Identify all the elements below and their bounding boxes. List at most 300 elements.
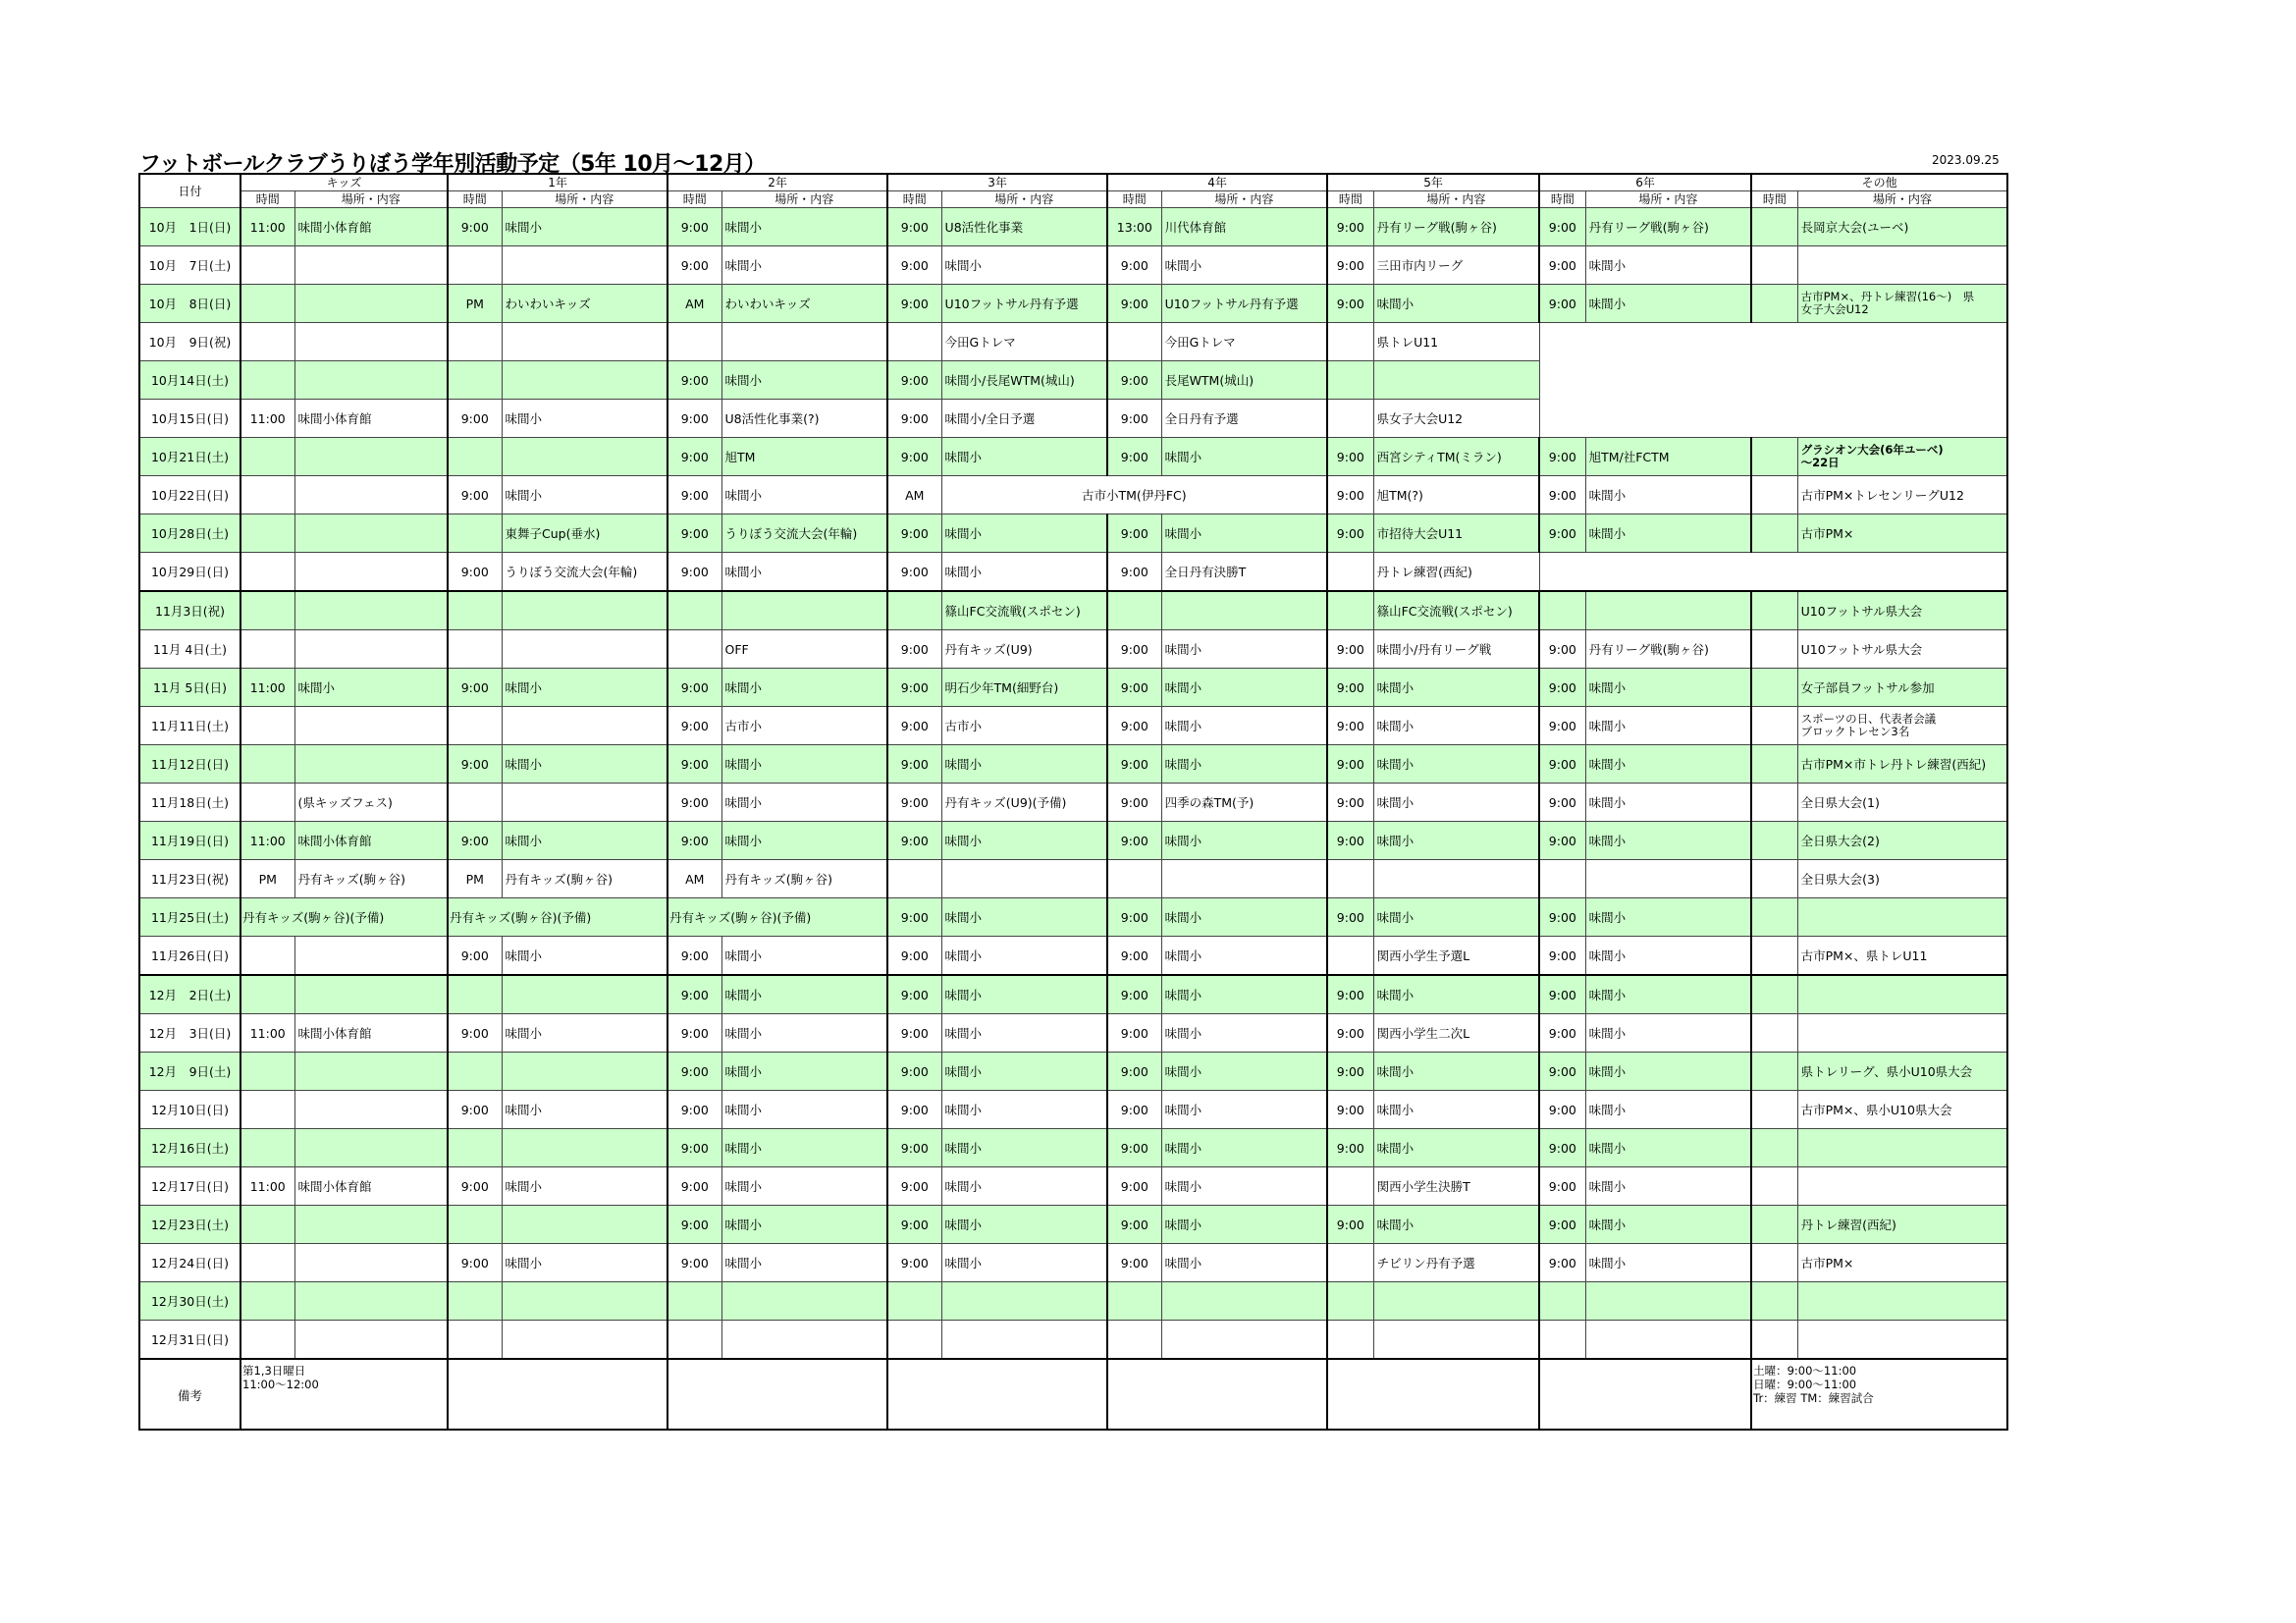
cell-place: 県トレリーグ、県小U10県大会: [1797, 1053, 2007, 1091]
table-row: [139, 246, 2007, 285]
cell-time: 9:00: [1327, 898, 1373, 937]
cell-time: [448, 361, 502, 400]
cell-place: 味間小: [941, 1129, 1107, 1167]
row-date: 11月11日(土): [139, 707, 240, 745]
cell-place: [1161, 1282, 1327, 1321]
cell-time: 9:00: [667, 784, 721, 822]
cell-place: 味間小: [1161, 975, 1327, 1014]
cell-time: 9:00: [1539, 707, 1585, 745]
cell-place: 味間小: [721, 1014, 887, 1053]
cell-time: 9:00: [1327, 1129, 1373, 1167]
cell-time: [1751, 822, 1797, 860]
cell-place: U10フットサル県大会: [1797, 591, 2007, 630]
cell-place: 古市PM×: [1797, 1244, 2007, 1282]
cell-place: [502, 1321, 667, 1360]
cell-time: [667, 1282, 721, 1321]
cell-time: 9:00: [1107, 246, 1161, 285]
cell-time: 9:00: [1539, 822, 1585, 860]
cell-time: 11:00: [240, 400, 294, 438]
cell-time: 9:00: [667, 1129, 721, 1167]
cell-place: 味間小: [1585, 1014, 1751, 1053]
cell-place: 三田市内リーグ: [1373, 246, 1539, 285]
cell-place: 丹有リーグ戦(駒ヶ谷): [1373, 208, 1539, 246]
cell-time: 9:00: [667, 476, 721, 514]
cell-time: [240, 323, 294, 361]
cell-place: [294, 1244, 448, 1282]
header-time-label: 時間: [240, 191, 294, 208]
cell-time: 9:00: [1327, 246, 1373, 285]
cell-place: 丹トレ練習(西紀): [1373, 553, 1539, 592]
cell-time: [667, 323, 721, 361]
row-date: 10月14日(土): [139, 361, 240, 400]
cell-place: [941, 860, 1107, 898]
table-row: [139, 514, 2007, 553]
table-row: [139, 361, 2007, 400]
cell-time: 9:00: [667, 1053, 721, 1091]
cell-time: 9:00: [1107, 937, 1161, 976]
cell-time: 9:00: [1539, 246, 1585, 285]
cell-place: [1161, 1321, 1327, 1360]
cell-place: 全日県大会(3): [1797, 860, 2007, 898]
cell-time: 9:00: [887, 669, 941, 707]
notes-kids: 第1,3日曜日 11:00～12:00: [240, 1359, 448, 1430]
cell-place: 篠山FC交流戦(スポセン): [941, 591, 1107, 630]
cell-time: [887, 1321, 941, 1360]
cell-time: [667, 630, 721, 669]
cell-time: [448, 1282, 502, 1321]
row-date: 12月30日(土): [139, 1282, 240, 1321]
cell-time: 9:00: [1327, 1091, 1373, 1129]
cell-place: 味間小: [502, 669, 667, 707]
cell-place: 味間小: [721, 1167, 887, 1206]
table-row: [139, 208, 2007, 246]
cell-place: 味間小: [1161, 1167, 1327, 1206]
cell-time: [240, 784, 294, 822]
cell-time: 9:00: [887, 1244, 941, 1282]
cell-time: [1539, 1321, 1585, 1360]
cell-place: [294, 1091, 448, 1129]
cell-time: [448, 707, 502, 745]
cell-place: [721, 1321, 887, 1360]
cell-time: [1751, 1129, 1797, 1167]
cell-place: 県トレU11: [1373, 323, 1539, 361]
table-row: [139, 553, 2007, 592]
cell-merged-event: 丹有キッズ(駒ヶ谷)(予備): [240, 898, 448, 937]
cell-time: [1751, 208, 1797, 246]
cell-time: [448, 1053, 502, 1091]
cell-time: [240, 1321, 294, 1360]
cell-place: [941, 1321, 1107, 1360]
cell-time: 9:00: [1539, 1244, 1585, 1282]
cell-time: 9:00: [887, 630, 941, 669]
cell-place: [502, 975, 667, 1014]
cell-place: 全日丹有決勝T: [1161, 553, 1327, 592]
cell-time: 9:00: [667, 1244, 721, 1282]
cell-place: [1797, 898, 2007, 937]
cell-place: 味間小: [1585, 285, 1751, 323]
notes-empty: [1107, 1359, 1327, 1430]
document-date: 2023.09.25: [1932, 153, 2000, 167]
cell-time: AM: [667, 285, 721, 323]
cell-time: 9:00: [448, 400, 502, 438]
cell-place: 味間小: [1373, 822, 1539, 860]
cell-place: 味間小体育館: [294, 1014, 448, 1053]
cell-time: [1107, 860, 1161, 898]
notes-empty: [1327, 1359, 1539, 1430]
cell-place: 味間小: [1585, 745, 1751, 784]
cell-time: 9:00: [887, 1014, 941, 1053]
cell-place: [294, 1053, 448, 1091]
cell-time: [448, 630, 502, 669]
cell-place: [721, 323, 887, 361]
cell-place: 旭TM(?): [1373, 476, 1539, 514]
cell-time: 9:00: [887, 898, 941, 937]
cell-time: 9:00: [667, 937, 721, 976]
cell-place: [502, 784, 667, 822]
cell-place: 味間小: [1585, 1129, 1751, 1167]
cell-time: 9:00: [1539, 745, 1585, 784]
header-place-label: 場所・内容: [1797, 191, 2007, 208]
cell-place: 味間小: [1585, 707, 1751, 745]
cell-time: [448, 1321, 502, 1360]
cell-place: 丹有リーグ戦(駒ヶ谷): [1585, 630, 1751, 669]
cell-place: 味間小: [1585, 975, 1751, 1014]
cell-place: 味間小: [1585, 1053, 1751, 1091]
cell-time: [1327, 400, 1373, 438]
cell-time: [240, 361, 294, 400]
cell-time: 9:00: [448, 937, 502, 976]
header-group-5: 5年: [1327, 174, 1539, 191]
cell-time: [240, 975, 294, 1014]
cell-place: 味間小: [721, 1053, 887, 1091]
cell-place: 関西小学生決勝T: [1373, 1167, 1539, 1206]
cell-place: [502, 1282, 667, 1321]
row-date: 10月 1日(日): [139, 208, 240, 246]
cell-place: 味間小体育館: [294, 822, 448, 860]
cell-place: 味間小: [502, 476, 667, 514]
header-date-label: 日付: [139, 174, 240, 208]
notes-empty: [1539, 1359, 1751, 1430]
row-date: 12月 2日(土): [139, 975, 240, 1014]
cell-place: 味間小: [1373, 285, 1539, 323]
cell-time: [1751, 669, 1797, 707]
cell-place: [1161, 860, 1327, 898]
row-date: 11月 5日(日): [139, 669, 240, 707]
cell-merged-event: 丹有キッズ(駒ヶ谷)(予備): [667, 898, 887, 937]
cell-place: 全日県大会(1): [1797, 784, 2007, 822]
cell-time: [1327, 361, 1373, 400]
cell-place: 味間小: [721, 1129, 887, 1167]
cell-time: [240, 246, 294, 285]
cell-time: [1327, 937, 1373, 976]
cell-place: [1161, 591, 1327, 630]
cell-time: 9:00: [887, 208, 941, 246]
cell-place: 女子部員フットサル参加: [1797, 669, 2007, 707]
header-group-1: 1年: [448, 174, 667, 191]
cell-place: [502, 246, 667, 285]
cell-place: (県キッズフェス): [294, 784, 448, 822]
cell-time: 9:00: [887, 745, 941, 784]
cell-place: 今田Gトレマ: [941, 323, 1107, 361]
cell-time: 9:00: [887, 285, 941, 323]
table-row: [139, 745, 2007, 784]
cell-time: 9:00: [887, 553, 941, 592]
table-row: [139, 1167, 2007, 1206]
header-time-label: 時間: [1751, 191, 1797, 208]
cell-time: 9:00: [667, 400, 721, 438]
cell-time: 9:00: [887, 1129, 941, 1167]
row-date: 10月 8日(日): [139, 285, 240, 323]
cell-time: AM: [887, 476, 941, 514]
cell-place: 味間小: [721, 937, 887, 976]
row-date: 11月23日(祝): [139, 860, 240, 898]
cell-place: 丹有キッズ(U9)(予備): [941, 784, 1107, 822]
cell-place: [1373, 1282, 1539, 1321]
notes-empty: [887, 1359, 1107, 1430]
cell-time: 9:00: [1107, 1014, 1161, 1053]
cell-time: [1751, 745, 1797, 784]
row-date: 11月18日(土): [139, 784, 240, 822]
cell-time: 9:00: [1539, 630, 1585, 669]
cell-time: [240, 1091, 294, 1129]
cell-time: PM: [448, 860, 502, 898]
cell-place: [721, 591, 887, 630]
cell-time: [240, 1244, 294, 1282]
table-row: [139, 1282, 2007, 1321]
cell-place: 丹有キッズ(駒ヶ谷): [721, 860, 887, 898]
cell-place: 味間小: [941, 514, 1107, 553]
row-date: 10月22日(日): [139, 476, 240, 514]
cell-time: 9:00: [1539, 1053, 1585, 1091]
cell-time: [1751, 1206, 1797, 1244]
cell-time: 9:00: [448, 1244, 502, 1282]
cell-place: 古市PM×、県トレU11: [1797, 937, 2007, 976]
cell-time: 9:00: [1107, 1244, 1161, 1282]
cell-time: 9:00: [887, 361, 941, 400]
cell-place: 味間小: [1373, 1053, 1539, 1091]
header-place-label: 場所・内容: [502, 191, 667, 208]
row-date: 11月25日(土): [139, 898, 240, 937]
row-date: 12月24日(日): [139, 1244, 240, 1282]
cell-time: [240, 1282, 294, 1321]
cell-place: 味間小: [941, 1014, 1107, 1053]
cell-place: 味間小: [502, 208, 667, 246]
cell-place: [294, 745, 448, 784]
cell-place: 味間小: [1585, 937, 1751, 976]
cell-place: 味間小: [1161, 745, 1327, 784]
table-row: [139, 1091, 2007, 1129]
cell-place: 味間小: [941, 975, 1107, 1014]
header-place-label: 場所・内容: [1373, 191, 1539, 208]
cell-time: AM: [667, 860, 721, 898]
cell-time: 9:00: [1107, 1129, 1161, 1167]
cell-time: 9:00: [1107, 784, 1161, 822]
row-date: 11月3日(祝): [139, 591, 240, 630]
cell-place: 関西小学生予選L: [1373, 937, 1539, 976]
cell-time: [240, 1053, 294, 1091]
table-row: [139, 400, 2007, 438]
cell-place: 味間小: [941, 1167, 1107, 1206]
cell-time: 9:00: [1539, 1206, 1585, 1244]
cell-time: 9:00: [1327, 476, 1373, 514]
cell-place: 味間小: [721, 1091, 887, 1129]
table-row: [139, 707, 2007, 745]
cell-time: 9:00: [887, 937, 941, 976]
cell-time: [1327, 591, 1373, 630]
cell-place: 味間小: [502, 1244, 667, 1282]
cell-place: [502, 630, 667, 669]
cell-time: 9:00: [1107, 1091, 1161, 1129]
cell-place: 味間小/長尾WTM(城山): [941, 361, 1107, 400]
cell-time: 9:00: [1327, 745, 1373, 784]
cell-place: [294, 514, 448, 553]
cell-place: [1373, 361, 1539, 400]
cell-place: [1373, 1321, 1539, 1360]
cell-place: わいわいキッズ: [721, 285, 887, 323]
row-date: 11月19日(日): [139, 822, 240, 860]
cell-place: 味間小: [1373, 898, 1539, 937]
cell-place: 味間小: [721, 246, 887, 285]
cell-time: [1327, 1282, 1373, 1321]
header-place-label: 場所・内容: [1585, 191, 1751, 208]
cell-place: [502, 1206, 667, 1244]
cell-time: [1751, 591, 1797, 630]
cell-place: 味間小: [1161, 707, 1327, 745]
header-group-0: キッズ: [240, 174, 448, 191]
header-time-label: 時間: [887, 191, 941, 208]
cell-time: 9:00: [1327, 1014, 1373, 1053]
cell-place: 味間小: [941, 438, 1107, 476]
cell-place: 全日丹有予選: [1161, 400, 1327, 438]
cell-time: 9:00: [448, 669, 502, 707]
table-row: [139, 898, 2007, 937]
cell-place: 篠山FC交流戦(スポセン): [1373, 591, 1539, 630]
cell-time: 9:00: [887, 246, 941, 285]
cell-time: [1751, 975, 1797, 1014]
cell-place: 味間小: [1585, 246, 1751, 285]
cell-time: 9:00: [448, 1167, 502, 1206]
cell-time: [448, 323, 502, 361]
cell-place: 県女子大会U12: [1373, 400, 1539, 438]
cell-time: 9:00: [1107, 707, 1161, 745]
cell-place: 味間小: [721, 745, 887, 784]
notes-empty: [448, 1359, 667, 1430]
cell-place: [502, 1129, 667, 1167]
cell-time: 9:00: [667, 975, 721, 1014]
cell-time: 9:00: [887, 1053, 941, 1091]
cell-place: 味間小: [502, 1014, 667, 1053]
cell-time: [240, 1129, 294, 1167]
cell-place: [1797, 1282, 2007, 1321]
cell-place: 旭TM: [721, 438, 887, 476]
table-row: [139, 591, 2007, 630]
header-time-label: 時間: [667, 191, 721, 208]
cell-place: [294, 630, 448, 669]
cell-time: [1751, 1282, 1797, 1321]
cell-place: 味間小: [502, 1091, 667, 1129]
cell-place: [1585, 1321, 1751, 1360]
cell-place: 丹有キッズ(駒ヶ谷): [502, 860, 667, 898]
cell-place: 味間小: [941, 937, 1107, 976]
table-row: [139, 784, 2007, 822]
cell-time: [667, 1321, 721, 1360]
cell-time: 9:00: [887, 1167, 941, 1206]
cell-time: 9:00: [1539, 669, 1585, 707]
cell-time: 9:00: [448, 745, 502, 784]
cell-time: [1327, 323, 1373, 361]
header-group-2: 2年: [667, 174, 887, 191]
table-row: [139, 1206, 2007, 1244]
cell-place: [502, 323, 667, 361]
cell-place: 東舞子Cup(垂水): [502, 514, 667, 553]
cell-time: [1751, 1321, 1797, 1360]
cell-time: 9:00: [887, 400, 941, 438]
cell-time: [240, 285, 294, 323]
cell-time: 13:00: [1107, 208, 1161, 246]
cell-time: 9:00: [448, 1091, 502, 1129]
cell-place: うりぼう交流大会(年輪): [721, 514, 887, 553]
cell-time: 9:00: [667, 514, 721, 553]
cell-time: [448, 246, 502, 285]
cell-place: 味間小: [1585, 514, 1751, 553]
row-date: 12月 9日(土): [139, 1053, 240, 1091]
cell-time: [1751, 1091, 1797, 1129]
row-date: 10月 9日(祝): [139, 323, 240, 361]
cell-place: [1585, 591, 1751, 630]
cell-place: 味間小: [1161, 1091, 1327, 1129]
cell-time: [1751, 937, 1797, 976]
table-row: [139, 630, 2007, 669]
cell-time: [1539, 860, 1585, 898]
row-date: 10月15日(日): [139, 400, 240, 438]
cell-time: 9:00: [1107, 1053, 1161, 1091]
cell-time: 9:00: [667, 707, 721, 745]
cell-place: OFF: [721, 630, 887, 669]
cell-place: 長尾WTM(城山): [1161, 361, 1327, 400]
cell-place: [1585, 860, 1751, 898]
cell-time: [1327, 1167, 1373, 1206]
cell-time: 9:00: [1539, 514, 1585, 553]
cell-place: 味間小: [721, 553, 887, 592]
cell-time: 9:00: [1107, 669, 1161, 707]
cell-place: [1373, 860, 1539, 898]
cell-time: [1751, 1167, 1797, 1206]
cell-place: 味間小: [1373, 1129, 1539, 1167]
cell-place: [294, 246, 448, 285]
cell-place: 味間小: [721, 669, 887, 707]
cell-place: U10フットサル丹有予選: [941, 285, 1107, 323]
cell-place: [502, 591, 667, 630]
header-row-subcolumns: [139, 191, 2007, 208]
cell-time: [887, 591, 941, 630]
cell-place: 味間小: [1161, 1014, 1327, 1053]
cell-time: 9:00: [667, 669, 721, 707]
cell-place: [294, 975, 448, 1014]
table-row: [139, 1321, 2007, 1360]
cell-place: 味間小: [1161, 1244, 1327, 1282]
cell-time: 9:00: [667, 361, 721, 400]
cell-time: [1751, 438, 1797, 476]
cell-time: [240, 553, 294, 592]
cell-place: 長岡京大会(ユーベ): [1797, 208, 2007, 246]
cell-time: 9:00: [1327, 208, 1373, 246]
cell-place: U8活性化事業(?): [721, 400, 887, 438]
cell-place: 味間小: [1161, 898, 1327, 937]
cell-time: [448, 514, 502, 553]
table-row: [139, 1244, 2007, 1282]
cell-time: [1751, 476, 1797, 514]
cell-place: 味間小: [1373, 1091, 1539, 1129]
